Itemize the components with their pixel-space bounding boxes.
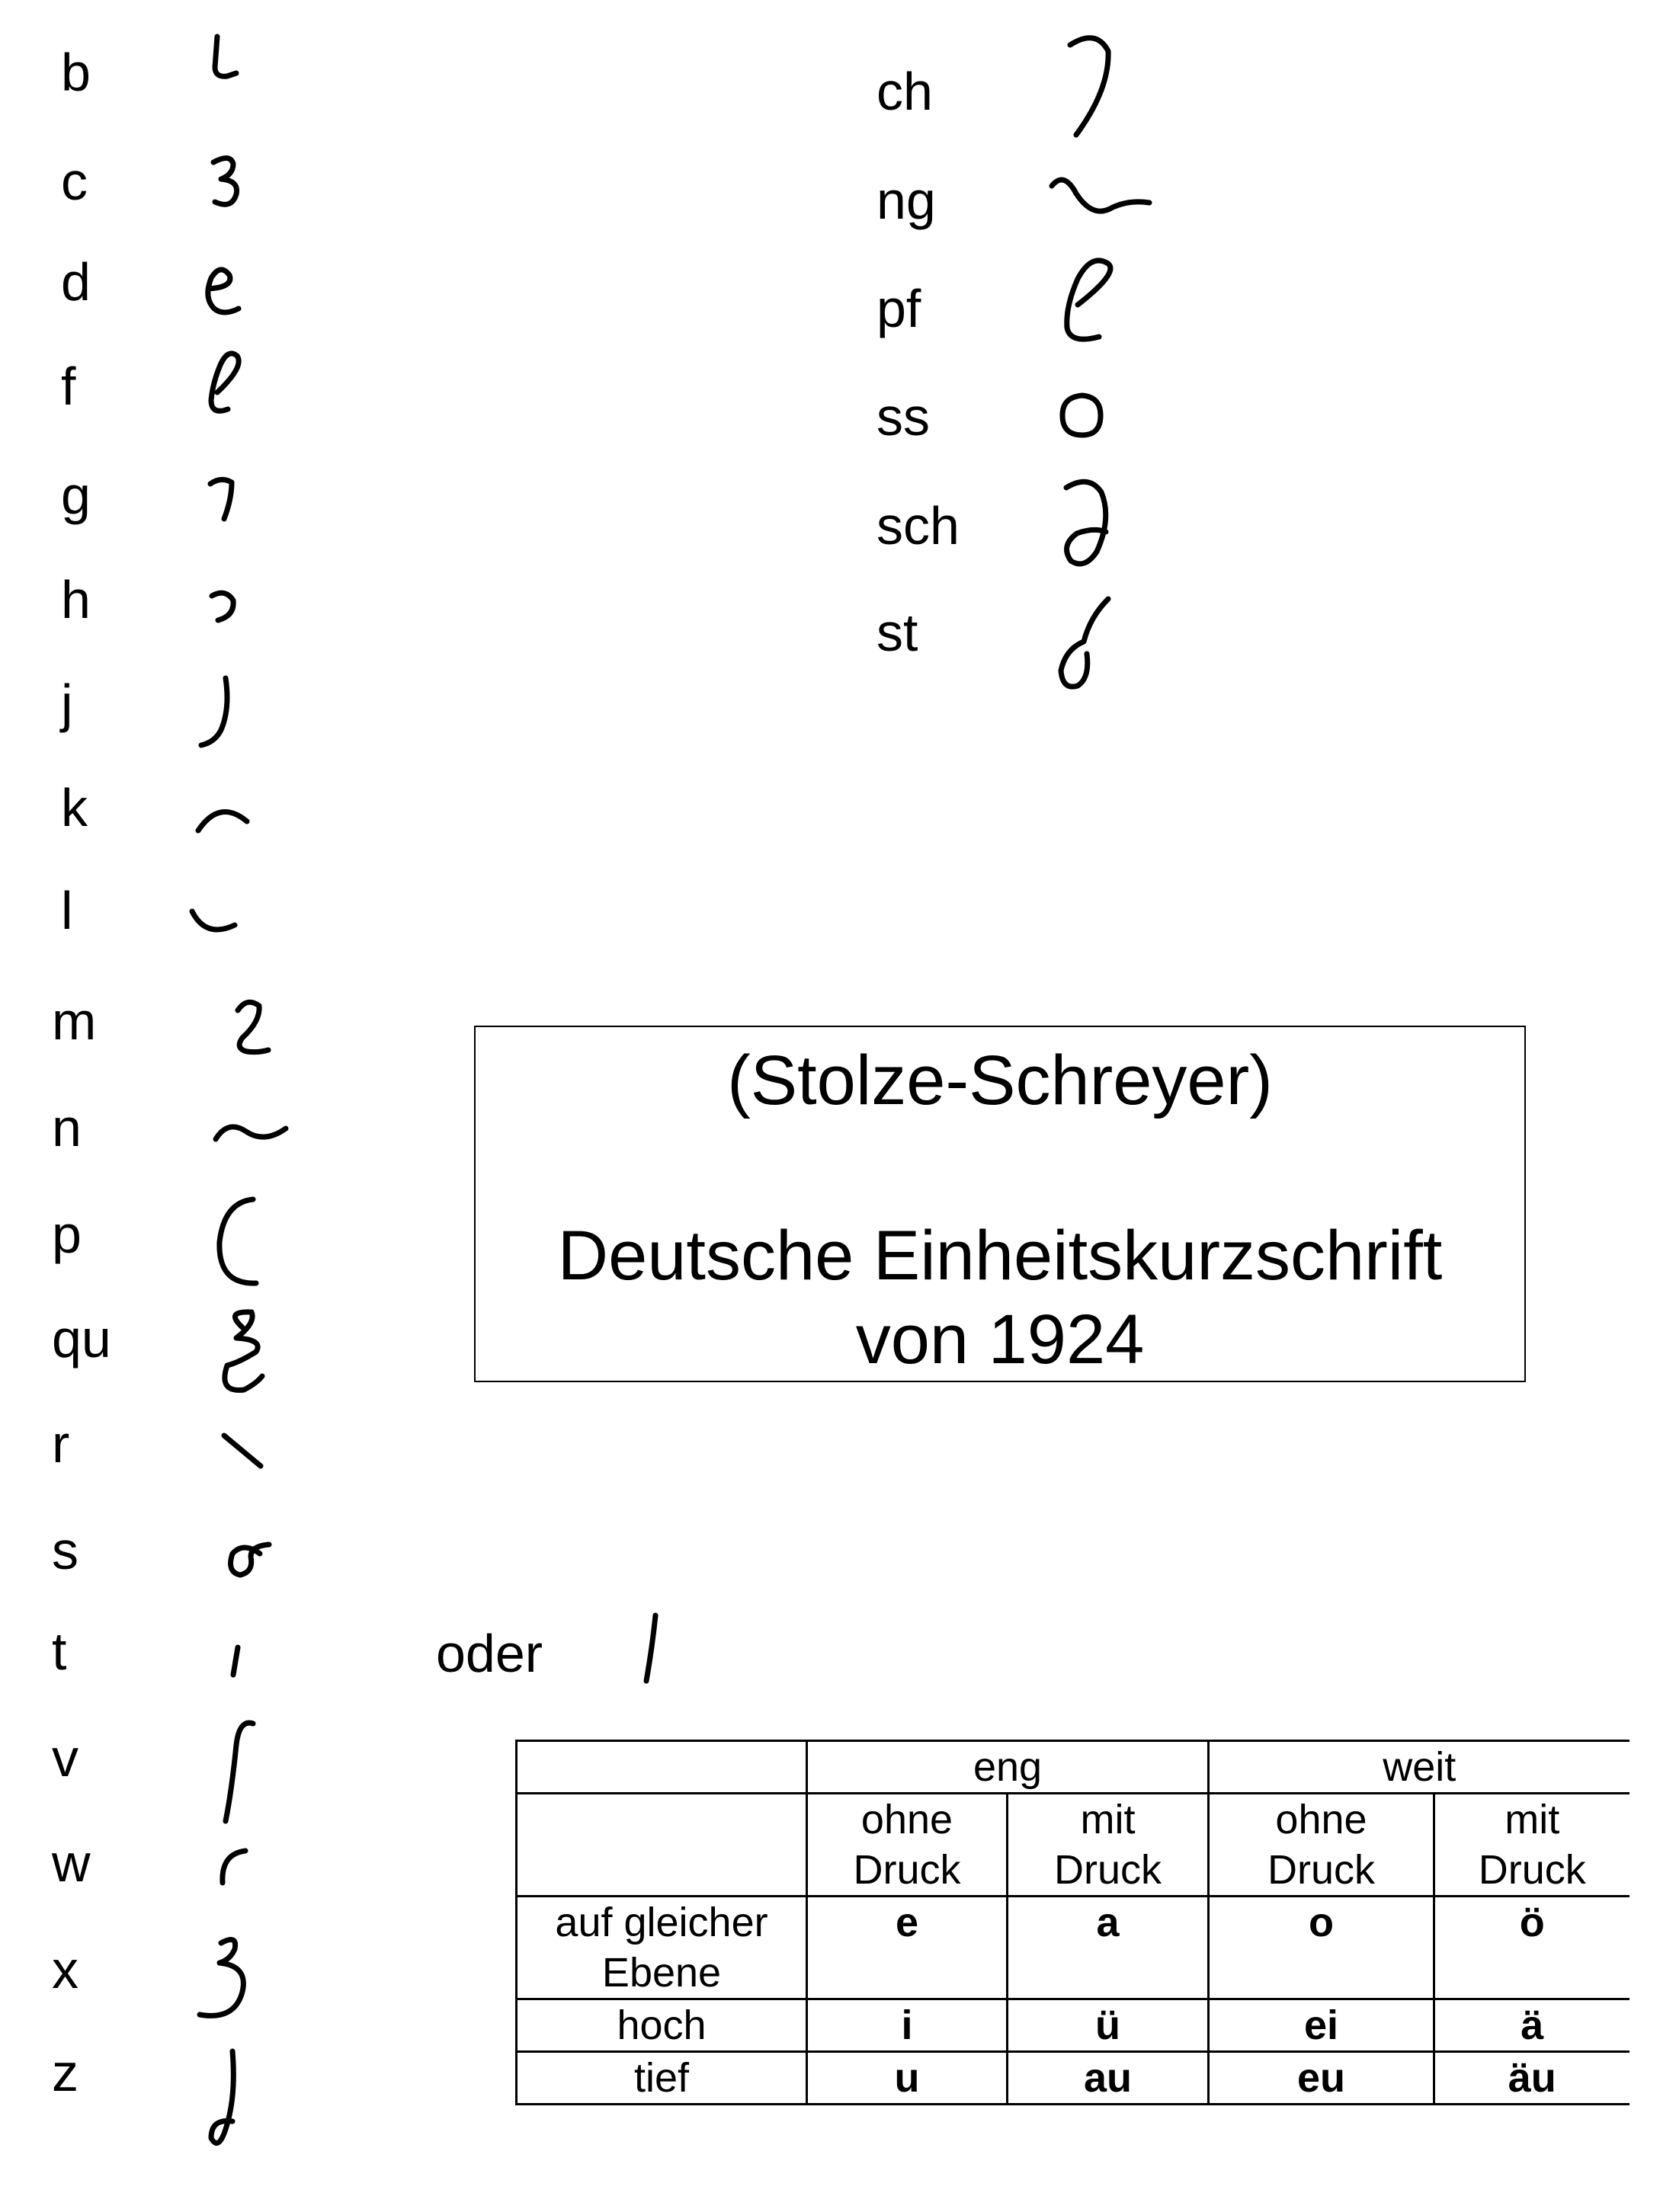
- vowel-table: [515, 1740, 1630, 2105]
- title-subtitle: (Stolze-Schreyer): [727, 1042, 1273, 1119]
- vowel-cell: e: [807, 1897, 1008, 1999]
- title-box: [474, 1026, 1526, 1382]
- shorthand-j-glyph: [191, 671, 252, 754]
- shorthand-qu-glyph: [206, 1304, 282, 1404]
- subheader-cell: ohne Druck: [807, 1794, 1008, 1897]
- subheader-cell: ohne Druck: [1209, 1794, 1434, 1897]
- shorthand-m-glyph: [221, 991, 282, 1067]
- letters-ng: ng: [876, 171, 936, 230]
- row-label-cell: auf gleicher Ebene: [517, 1897, 807, 1999]
- shorthand-s-glyph: [217, 1528, 278, 1589]
- letter-d: d: [61, 252, 91, 312]
- letter-x: x: [52, 1940, 79, 1999]
- shorthand-n-glyph: [210, 1109, 293, 1154]
- letter-h: h: [61, 570, 91, 629]
- letter-t: t: [52, 1621, 67, 1681]
- letters-pf: pf: [876, 279, 921, 338]
- row-label-cell: hoch: [517, 1999, 807, 2052]
- letter-b: b: [61, 43, 91, 102]
- shorthand-w-glyph: [206, 1840, 259, 1893]
- shorthand-l-glyph: [183, 899, 252, 945]
- alternative-word: oder: [436, 1624, 543, 1683]
- shorthand-h-glyph: [198, 579, 252, 632]
- title-main: [476, 1214, 1524, 1382]
- letter-m: m: [52, 991, 97, 1051]
- table-row: [517, 1741, 1630, 1794]
- letter-v: v: [52, 1728, 79, 1788]
- letters-st: st: [876, 603, 918, 662]
- table-corner: [517, 1741, 807, 1794]
- vowel-cell: i: [807, 1999, 1008, 2052]
- letters-ss: ss: [876, 387, 930, 447]
- vowel-cell: au: [1008, 2052, 1209, 2105]
- vowel-cell: a: [1008, 1897, 1209, 1999]
- shorthand-b-glyph: [198, 30, 252, 91]
- title-line2: Deutsche Einheitskurzschrift: [557, 1217, 1443, 1295]
- shorthand-t-alternative-glyph: [633, 1608, 671, 1692]
- letter-p: p: [52, 1205, 82, 1264]
- shorthand-c-glyph: [198, 149, 252, 217]
- group-header-eng: eng: [807, 1741, 1209, 1794]
- table-empty-cell: [517, 1794, 807, 1897]
- shorthand-v-glyph: [206, 1714, 267, 1836]
- shorthand-sch-glyph: [1048, 472, 1124, 579]
- vowel-cell: äu: [1434, 2052, 1630, 2105]
- letter-r: r: [52, 1414, 70, 1474]
- shorthand-t-glyph: [221, 1638, 252, 1684]
- letter-z: z: [52, 2043, 79, 2102]
- letters-ch: ch: [876, 62, 933, 121]
- shorthand-ng-glyph: [1044, 160, 1158, 229]
- shorthand-x-glyph: [191, 1928, 267, 2034]
- vowel-cell: ä: [1434, 1999, 1630, 2052]
- shorthand-ch-glyph: [1052, 27, 1136, 149]
- letter-j: j: [61, 674, 73, 733]
- letter-s: s: [52, 1521, 79, 1580]
- shorthand-st-glyph: [1044, 587, 1128, 701]
- vowel-cell: ei: [1209, 1999, 1434, 2052]
- shorthand-p-glyph: [198, 1189, 274, 1303]
- subheader-cell: mit Druck: [1008, 1794, 1209, 1897]
- shorthand-k-glyph: [191, 792, 259, 838]
- shorthand-f-glyph: [194, 347, 255, 423]
- letter-l: l: [61, 881, 73, 940]
- vowel-cell: u: [807, 2052, 1008, 2105]
- shorthand-ss-glyph: [1052, 385, 1113, 446]
- table-row: [517, 1999, 1630, 2052]
- shorthand-pf-glyph: [1044, 251, 1136, 351]
- letters-sch: sch: [876, 496, 960, 555]
- vowel-cell: ö: [1434, 1897, 1630, 1999]
- letter-f: f: [61, 357, 76, 416]
- shorthand-g-glyph: [198, 469, 252, 537]
- group-header-weit: weit: [1209, 1741, 1630, 1794]
- letter-qu: qu: [52, 1309, 111, 1368]
- table-row: [517, 1897, 1630, 1999]
- vowel-cell: eu: [1209, 2052, 1434, 2105]
- table-row: [517, 2052, 1630, 2105]
- shorthand-d-glyph: [194, 255, 255, 324]
- letter-c: c: [61, 152, 88, 211]
- title-line3: von 1924: [855, 1301, 1145, 1379]
- letter-k: k: [61, 778, 88, 837]
- table-row: [517, 1794, 1630, 1897]
- vowel-cell: ü: [1008, 1999, 1209, 2052]
- letter-g: g: [61, 466, 91, 525]
- subheader-cell: mit Druck: [1434, 1794, 1630, 1897]
- shorthand-r-glyph: [213, 1425, 274, 1478]
- letter-n: n: [52, 1098, 82, 1157]
- row-label-cell: tief: [517, 2052, 807, 2105]
- letter-w: w: [52, 1833, 91, 1893]
- shorthand-z-glyph: [194, 2042, 255, 2164]
- vowel-cell: o: [1209, 1897, 1434, 1999]
